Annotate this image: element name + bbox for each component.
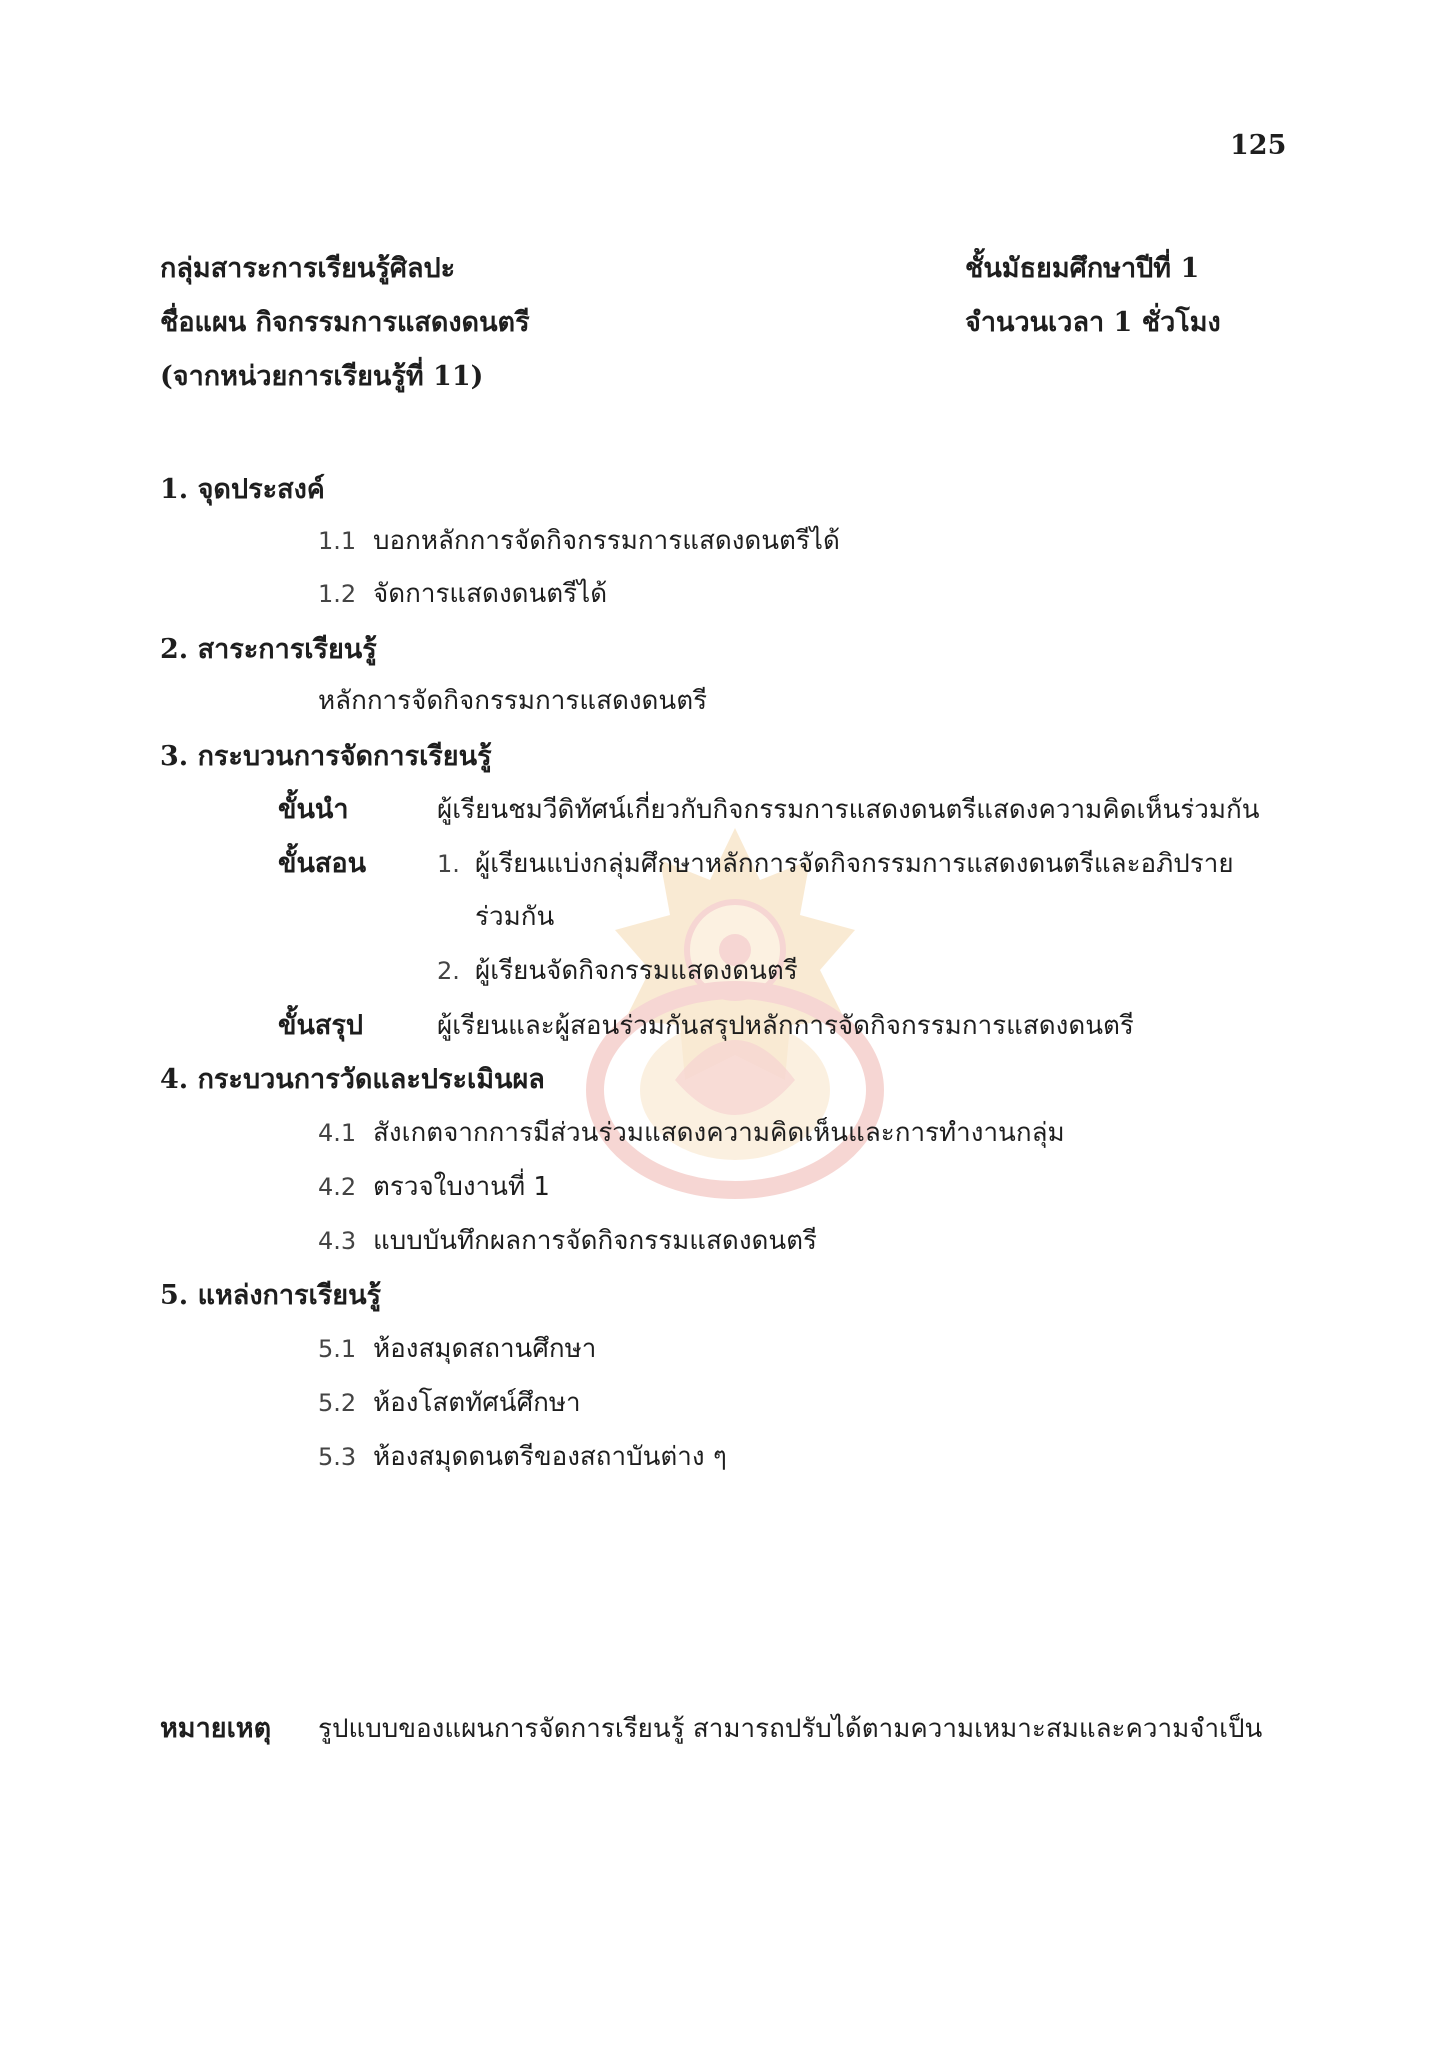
objective-item: [318, 573, 607, 614]
process-title: 3. กระบวนการจัดการเรียนรู้: [160, 741, 492, 772]
item-text: ห้องโสตทัศน์ศึกษา: [373, 1388, 581, 1418]
resource-item: [318, 1436, 727, 1477]
evaluation-item: [318, 1220, 817, 1261]
duration-heading: จำนวนเวลา 1 ชั่วโมง: [965, 307, 1221, 338]
evaluation-item: [318, 1112, 1065, 1153]
item-text: ห้องสมุดสถานศึกษา: [373, 1334, 597, 1364]
page-number: 125: [1230, 130, 1287, 161]
item-number: 5.3: [318, 1443, 357, 1471]
note-text: รูปแบบของแผนการจัดการเรียนรู้ สามารถปรับได้ตามความเหมาะสมและความจำเป็น: [318, 1714, 1263, 1744]
grade-heading: ชั้นมัธยมศึกษาปีที่ 1: [965, 253, 1200, 284]
summary-step-label: ขั้นสรุป: [278, 1010, 364, 1041]
objectives-title: 1. จุดประสงค์: [160, 474, 325, 505]
item-text: จัดการแสดงดนตรีได้: [373, 579, 608, 609]
item-text: ห้องสมุดดนตรีของสถาบันต่าง ๆ: [373, 1442, 727, 1472]
intro-step-text: ผู้เรียนชมวีดิทัศน์เกี่ยวกับกิจกรรมการแสดงดนตรีแสดงความคิดเห็นร่วมกัน: [437, 795, 1260, 825]
unit-heading: (จากหน่วยการเรียนรู้ที่ 11): [160, 361, 484, 392]
resources-title: 5. แหล่งการเรียนรู้: [160, 1280, 382, 1311]
teach-step-label: ขั้นสอน: [278, 848, 367, 879]
plan-name-heading: ชื่อแผน กิจกรรมการแสดงดนตรี: [160, 307, 530, 338]
item-number: 5.1: [318, 1335, 357, 1363]
evaluation-title: 4. กระบวนการวัดและประเมินผล: [160, 1064, 545, 1095]
evaluation-item: [318, 1166, 550, 1207]
resource-item: [318, 1382, 581, 1423]
item-text: สังเกตจากการมีส่วนร่วมแสดงความคิดเห็นและการทำงานกลุ่ม: [373, 1118, 1065, 1148]
item-number: 1.2: [318, 580, 357, 608]
item-number: 4.2: [318, 1173, 357, 1201]
item-number: 4.1: [318, 1119, 357, 1147]
item-number: 2.: [437, 957, 460, 985]
teach-step-item: [437, 950, 798, 991]
objective-item: [318, 520, 840, 561]
teach-step-item: [437, 843, 1234, 884]
content-text: หลักการจัดกิจกรรมการแสดงดนตรี: [318, 686, 708, 716]
intro-step-label: ขั้นนำ: [278, 794, 349, 825]
subject-group-heading: กลุ่มสาระการเรียนรู้ศิลปะ: [160, 253, 456, 284]
item-number: 1.1: [318, 527, 357, 555]
item-text: ตรวจใบงานที่ 1: [373, 1172, 550, 1202]
item-text: บอกหลักการจัดกิจกรรมการแสดงดนตรีได้: [373, 526, 840, 556]
item-text: ผู้เรียนแบ่งกลุ่มศึกษาหลักการจัดกิจกรรมการแสดงดนตรีและอภิปราย: [475, 849, 1234, 879]
item-number: 5.2: [318, 1389, 357, 1417]
teach-step-item-continued: ร่วมกัน: [475, 902, 555, 932]
item-number: 1.: [437, 850, 460, 878]
item-text: ผู้เรียนจัดกิจกรรมแสดงดนตรี: [475, 956, 798, 986]
content-title: 2. สาระการเรียนรู้: [160, 634, 377, 665]
item-number: 4.3: [318, 1227, 357, 1255]
note-label: หมายเหตุ: [160, 1713, 272, 1744]
item-text: แบบบันทึกผลการจัดกิจกรรมแสดงดนตรี: [373, 1226, 818, 1256]
summary-step-text: ผู้เรียนและผู้สอนร่วมกันสรุปหลักการจัดกิจกรรมการแสดงดนตรี: [437, 1011, 1134, 1041]
resource-item: [318, 1328, 596, 1369]
